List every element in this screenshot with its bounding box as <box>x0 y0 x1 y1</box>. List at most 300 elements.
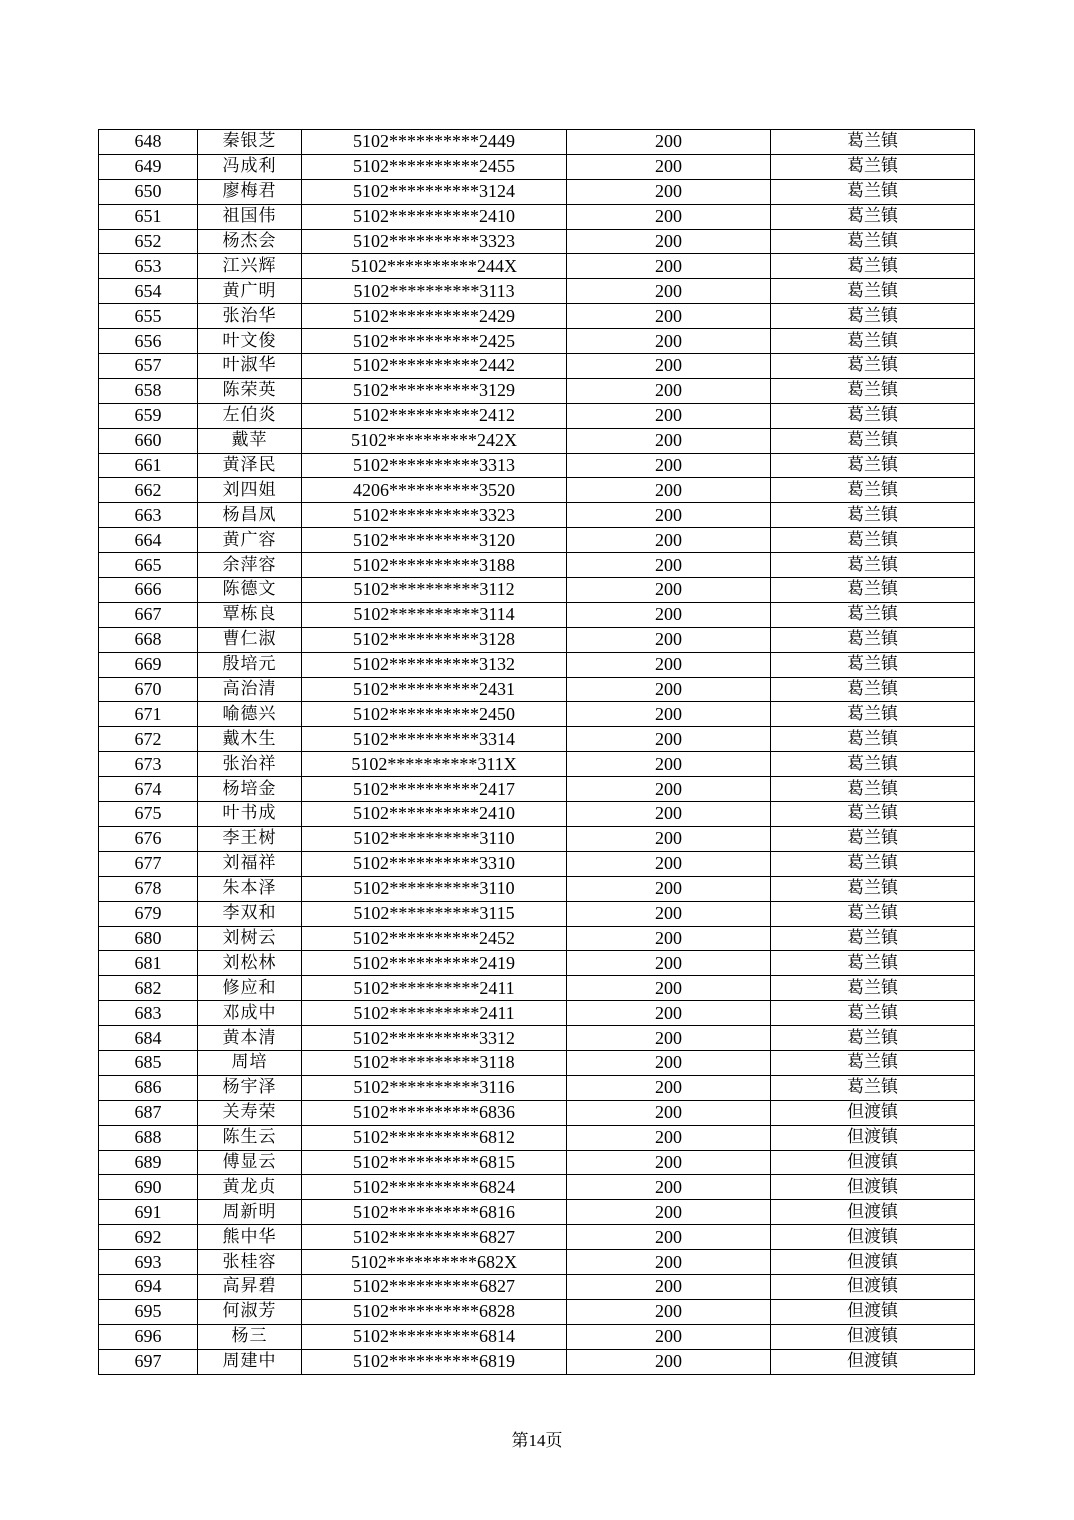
cell-name: 修应和 <box>198 976 302 1001</box>
table-row <box>99 528 975 553</box>
cell-name: 殷培元 <box>198 652 302 677</box>
cell-serial-number: 687 <box>99 1100 198 1125</box>
cell-name: 陈生云 <box>198 1125 302 1150</box>
cell-town: 但渡镇 <box>771 1100 975 1125</box>
cell-name: 叶书成 <box>198 802 302 827</box>
cell-amount: 200 <box>567 777 771 802</box>
cell-name: 杨宇泽 <box>198 1075 302 1100</box>
cell-town: 葛兰镇 <box>771 826 975 851</box>
table-row <box>99 378 975 403</box>
cell-amount: 200 <box>567 876 771 901</box>
cell-town: 但渡镇 <box>771 1324 975 1349</box>
cell-name: 周建中 <box>198 1349 302 1374</box>
table-row <box>99 453 975 478</box>
table-row <box>99 1200 975 1225</box>
cell-id-number: 4206**********3520 <box>302 478 567 503</box>
cell-id-number: 5102**********3110 <box>302 876 567 901</box>
cell-name: 高治清 <box>198 677 302 702</box>
cell-town: 葛兰镇 <box>771 652 975 677</box>
cell-name: 黄本清 <box>198 1026 302 1051</box>
cell-amount: 200 <box>567 901 771 926</box>
roster-table <box>98 129 975 1375</box>
cell-serial-number: 672 <box>99 727 198 752</box>
cell-amount: 200 <box>567 1001 771 1026</box>
table-row <box>99 403 975 428</box>
cell-id-number: 5102**********3310 <box>302 851 567 876</box>
cell-town: 葛兰镇 <box>771 553 975 578</box>
cell-town: 葛兰镇 <box>771 1026 975 1051</box>
cell-id-number: 5102**********3313 <box>302 453 567 478</box>
cell-amount: 200 <box>567 627 771 652</box>
cell-name: 朱本泽 <box>198 876 302 901</box>
cell-serial-number: 666 <box>99 578 198 603</box>
page-footer-prefix: 第 <box>511 1431 529 1450</box>
cell-id-number: 5102**********3112 <box>302 578 567 603</box>
cell-town: 但渡镇 <box>771 1225 975 1250</box>
cell-id-number: 5102**********2431 <box>302 677 567 702</box>
cell-town: 葛兰镇 <box>771 851 975 876</box>
cell-town: 但渡镇 <box>771 1274 975 1299</box>
cell-id-number: 5102**********6836 <box>302 1100 567 1125</box>
cell-amount: 200 <box>567 1324 771 1349</box>
cell-serial-number: 668 <box>99 627 198 652</box>
cell-amount: 200 <box>567 752 771 777</box>
cell-serial-number: 660 <box>99 428 198 453</box>
cell-id-number: 5102**********3132 <box>302 652 567 677</box>
cell-amount: 200 <box>567 1075 771 1100</box>
cell-serial-number: 680 <box>99 926 198 951</box>
cell-town: 葛兰镇 <box>771 329 975 354</box>
cell-town: 葛兰镇 <box>771 1050 975 1075</box>
cell-serial-number: 678 <box>99 876 198 901</box>
cell-serial-number: 676 <box>99 826 198 851</box>
page-footer <box>0 1430 1074 1452</box>
cell-town: 葛兰镇 <box>771 901 975 926</box>
cell-name: 周新明 <box>198 1200 302 1225</box>
cell-serial-number: 657 <box>99 354 198 379</box>
cell-id-number: 5102**********2410 <box>302 204 567 229</box>
table-row <box>99 1274 975 1299</box>
cell-amount: 200 <box>567 602 771 627</box>
cell-name: 关寿荣 <box>198 1100 302 1125</box>
cell-amount: 200 <box>567 254 771 279</box>
table-row <box>99 876 975 901</box>
cell-name: 熊中华 <box>198 1225 302 1250</box>
cell-serial-number: 667 <box>99 602 198 627</box>
table-row <box>99 1324 975 1349</box>
cell-amount: 200 <box>567 578 771 603</box>
cell-id-number: 5102**********3129 <box>302 378 567 403</box>
cell-name: 杨三 <box>198 1324 302 1349</box>
cell-serial-number: 649 <box>99 154 198 179</box>
cell-amount: 200 <box>567 1026 771 1051</box>
cell-amount: 200 <box>567 154 771 179</box>
table-row <box>99 1050 975 1075</box>
cell-town: 葛兰镇 <box>771 777 975 802</box>
table-row <box>99 1299 975 1324</box>
cell-town: 葛兰镇 <box>771 602 975 627</box>
cell-amount: 200 <box>567 951 771 976</box>
cell-amount: 200 <box>567 478 771 503</box>
cell-amount: 200 <box>567 130 771 155</box>
cell-serial-number: 682 <box>99 976 198 1001</box>
table-row <box>99 304 975 329</box>
cell-id-number: 5102**********3113 <box>302 279 567 304</box>
table-row <box>99 1225 975 1250</box>
cell-serial-number: 696 <box>99 1324 198 1349</box>
cell-town: 但渡镇 <box>771 1150 975 1175</box>
cell-id-number: 5102**********3114 <box>302 602 567 627</box>
table-row <box>99 677 975 702</box>
cell-town: 葛兰镇 <box>771 304 975 329</box>
cell-amount: 200 <box>567 1150 771 1175</box>
table-row <box>99 976 975 1001</box>
cell-town: 葛兰镇 <box>771 354 975 379</box>
cell-town: 葛兰镇 <box>771 453 975 478</box>
cell-serial-number: 669 <box>99 652 198 677</box>
cell-id-number: 5102**********3323 <box>302 503 567 528</box>
table-row <box>99 1075 975 1100</box>
cell-serial-number: 674 <box>99 777 198 802</box>
cell-name: 黄广容 <box>198 528 302 553</box>
cell-id-number: 5102**********2442 <box>302 354 567 379</box>
cell-town: 葛兰镇 <box>771 1075 975 1100</box>
cell-id-number: 5102**********244X <box>302 254 567 279</box>
cell-town: 葛兰镇 <box>771 876 975 901</box>
cell-id-number: 5102**********6815 <box>302 1150 567 1175</box>
table-row <box>99 354 975 379</box>
cell-amount: 200 <box>567 1299 771 1324</box>
cell-amount: 200 <box>567 727 771 752</box>
cell-name: 叶淑华 <box>198 354 302 379</box>
cell-name: 喻德兴 <box>198 702 302 727</box>
cell-town: 葛兰镇 <box>771 478 975 503</box>
cell-amount: 200 <box>567 1125 771 1150</box>
table-row <box>99 578 975 603</box>
cell-name: 周培 <box>198 1050 302 1075</box>
cell-name: 冯成利 <box>198 154 302 179</box>
cell-name: 刘四姐 <box>198 478 302 503</box>
table-row <box>99 229 975 254</box>
cell-serial-number: 685 <box>99 1050 198 1075</box>
cell-amount: 200 <box>567 851 771 876</box>
cell-id-number: 5102**********6814 <box>302 1324 567 1349</box>
cell-name: 黄泽民 <box>198 453 302 478</box>
cell-amount: 200 <box>567 354 771 379</box>
table-row <box>99 652 975 677</box>
cell-name: 张桂容 <box>198 1250 302 1275</box>
table-row <box>99 204 975 229</box>
cell-name: 刘松林 <box>198 951 302 976</box>
table-row <box>99 1175 975 1200</box>
cell-serial-number: 694 <box>99 1274 198 1299</box>
cell-town: 葛兰镇 <box>771 677 975 702</box>
cell-serial-number: 656 <box>99 329 198 354</box>
cell-amount: 200 <box>567 802 771 827</box>
table-row <box>99 428 975 453</box>
cell-id-number: 5102**********2411 <box>302 1001 567 1026</box>
table-row <box>99 154 975 179</box>
cell-name: 余萍容 <box>198 553 302 578</box>
table-row <box>99 503 975 528</box>
cell-name: 刘树云 <box>198 926 302 951</box>
cell-town: 葛兰镇 <box>771 1001 975 1026</box>
cell-serial-number: 655 <box>99 304 198 329</box>
cell-id-number: 5102**********3323 <box>302 229 567 254</box>
cell-name: 杨杰会 <box>198 229 302 254</box>
cell-serial-number: 686 <box>99 1075 198 1100</box>
cell-amount: 200 <box>567 229 771 254</box>
table-row <box>99 1250 975 1275</box>
table-row <box>99 179 975 204</box>
cell-amount: 200 <box>567 204 771 229</box>
cell-name: 黄龙贞 <box>198 1175 302 1200</box>
table-row <box>99 777 975 802</box>
cell-id-number: 5102**********2452 <box>302 926 567 951</box>
cell-amount: 200 <box>567 279 771 304</box>
cell-town: 葛兰镇 <box>771 627 975 652</box>
cell-town: 葛兰镇 <box>771 428 975 453</box>
cell-town: 但渡镇 <box>771 1125 975 1150</box>
table-row <box>99 254 975 279</box>
cell-id-number: 5102**********2410 <box>302 802 567 827</box>
table-row <box>99 851 975 876</box>
cell-id-number: 5102**********3110 <box>302 826 567 851</box>
cell-id-number: 5102**********242X <box>302 428 567 453</box>
cell-serial-number: 690 <box>99 1175 198 1200</box>
cell-amount: 200 <box>567 528 771 553</box>
cell-town: 葛兰镇 <box>771 503 975 528</box>
cell-id-number: 5102**********6827 <box>302 1225 567 1250</box>
cell-amount: 200 <box>567 1274 771 1299</box>
cell-name: 祖国伟 <box>198 204 302 229</box>
cell-name: 高昇碧 <box>198 1274 302 1299</box>
table-row <box>99 901 975 926</box>
cell-id-number: 5102**********311X <box>302 752 567 777</box>
cell-serial-number: 675 <box>99 802 198 827</box>
cell-town: 葛兰镇 <box>771 130 975 155</box>
cell-amount: 200 <box>567 1250 771 1275</box>
cell-name: 左伯炎 <box>198 403 302 428</box>
cell-name: 陈德文 <box>198 578 302 603</box>
table-row <box>99 1150 975 1175</box>
cell-id-number: 5102**********6812 <box>302 1125 567 1150</box>
cell-id-number: 5102**********6824 <box>302 1175 567 1200</box>
cell-amount: 200 <box>567 553 771 578</box>
cell-amount: 200 <box>567 1225 771 1250</box>
table-row <box>99 130 975 155</box>
cell-serial-number: 673 <box>99 752 198 777</box>
cell-amount: 200 <box>567 378 771 403</box>
cell-town: 葛兰镇 <box>771 951 975 976</box>
cell-name: 黄广明 <box>198 279 302 304</box>
cell-serial-number: 654 <box>99 279 198 304</box>
table-row <box>99 752 975 777</box>
table-row <box>99 1001 975 1026</box>
table-row <box>99 553 975 578</box>
table-row <box>99 727 975 752</box>
cell-id-number: 5102**********3115 <box>302 901 567 926</box>
cell-id-number: 5102**********6819 <box>302 1349 567 1374</box>
table-row <box>99 329 975 354</box>
cell-id-number: 5102**********3124 <box>302 179 567 204</box>
cell-town: 葛兰镇 <box>771 279 975 304</box>
cell-id-number: 5102**********6816 <box>302 1200 567 1225</box>
cell-town: 葛兰镇 <box>771 976 975 1001</box>
cell-serial-number: 670 <box>99 677 198 702</box>
cell-town: 但渡镇 <box>771 1299 975 1324</box>
cell-town: 但渡镇 <box>771 1200 975 1225</box>
cell-name: 邓成中 <box>198 1001 302 1026</box>
cell-amount: 200 <box>567 652 771 677</box>
cell-serial-number: 651 <box>99 204 198 229</box>
cell-amount: 200 <box>567 403 771 428</box>
cell-name: 何淑芳 <box>198 1299 302 1324</box>
cell-serial-number: 689 <box>99 1150 198 1175</box>
cell-name: 秦银芝 <box>198 130 302 155</box>
cell-town: 葛兰镇 <box>771 802 975 827</box>
cell-id-number: 5102**********3118 <box>302 1050 567 1075</box>
cell-serial-number: 663 <box>99 503 198 528</box>
cell-amount: 200 <box>567 304 771 329</box>
table-row <box>99 826 975 851</box>
cell-id-number: 5102**********6828 <box>302 1299 567 1324</box>
cell-name: 江兴辉 <box>198 254 302 279</box>
cell-town: 葛兰镇 <box>771 752 975 777</box>
cell-town: 葛兰镇 <box>771 229 975 254</box>
cell-id-number: 5102**********2417 <box>302 777 567 802</box>
cell-serial-number: 693 <box>99 1250 198 1275</box>
cell-id-number: 5102**********3314 <box>302 727 567 752</box>
cell-serial-number: 695 <box>99 1299 198 1324</box>
cell-town: 但渡镇 <box>771 1250 975 1275</box>
cell-name: 傅显云 <box>198 1150 302 1175</box>
cell-serial-number: 697 <box>99 1349 198 1374</box>
cell-town: 葛兰镇 <box>771 378 975 403</box>
cell-town: 葛兰镇 <box>771 528 975 553</box>
cell-amount: 200 <box>567 926 771 951</box>
cell-serial-number: 664 <box>99 528 198 553</box>
cell-town: 但渡镇 <box>771 1349 975 1374</box>
page-footer-suffix: 页 <box>545 1431 563 1450</box>
cell-id-number: 5102**********2419 <box>302 951 567 976</box>
cell-serial-number: 692 <box>99 1225 198 1250</box>
cell-serial-number: 648 <box>99 130 198 155</box>
cell-amount: 200 <box>567 1050 771 1075</box>
cell-id-number: 5102**********3120 <box>302 528 567 553</box>
cell-amount: 200 <box>567 702 771 727</box>
cell-id-number: 5102**********2425 <box>302 329 567 354</box>
cell-town: 葛兰镇 <box>771 403 975 428</box>
cell-serial-number: 650 <box>99 179 198 204</box>
cell-amount: 200 <box>567 677 771 702</box>
table-row <box>99 478 975 503</box>
table-row <box>99 627 975 652</box>
cell-serial-number: 671 <box>99 702 198 727</box>
cell-serial-number: 653 <box>99 254 198 279</box>
cell-name: 杨昌凤 <box>198 503 302 528</box>
cell-name: 廖梅君 <box>198 179 302 204</box>
cell-id-number: 5102**********2449 <box>302 130 567 155</box>
cell-amount: 200 <box>567 1100 771 1125</box>
cell-town: 葛兰镇 <box>771 179 975 204</box>
cell-serial-number: 662 <box>99 478 198 503</box>
cell-amount: 200 <box>567 453 771 478</box>
cell-town: 但渡镇 <box>771 1175 975 1200</box>
cell-serial-number: 684 <box>99 1026 198 1051</box>
cell-town: 葛兰镇 <box>771 702 975 727</box>
cell-amount: 200 <box>567 976 771 1001</box>
roster-table-body <box>99 130 975 1375</box>
cell-serial-number: 659 <box>99 403 198 428</box>
cell-id-number: 5102**********2450 <box>302 702 567 727</box>
cell-amount: 200 <box>567 1349 771 1374</box>
table-row <box>99 951 975 976</box>
cell-serial-number: 679 <box>99 901 198 926</box>
cell-id-number: 5102**********3128 <box>302 627 567 652</box>
cell-town: 葛兰镇 <box>771 254 975 279</box>
cell-serial-number: 688 <box>99 1125 198 1150</box>
cell-name: 李双和 <box>198 901 302 926</box>
cell-amount: 200 <box>567 503 771 528</box>
cell-serial-number: 665 <box>99 553 198 578</box>
cell-id-number: 5102**********3312 <box>302 1026 567 1051</box>
cell-id-number: 5102**********6827 <box>302 1274 567 1299</box>
table-row <box>99 1125 975 1150</box>
cell-id-number: 5102**********682X <box>302 1250 567 1275</box>
cell-name: 覃栋良 <box>198 602 302 627</box>
cell-serial-number: 677 <box>99 851 198 876</box>
table-row <box>99 279 975 304</box>
cell-town: 葛兰镇 <box>771 578 975 603</box>
cell-name: 刘福祥 <box>198 851 302 876</box>
cell-town: 葛兰镇 <box>771 204 975 229</box>
table-row <box>99 702 975 727</box>
table-row <box>99 602 975 627</box>
cell-amount: 200 <box>567 1200 771 1225</box>
cell-serial-number: 691 <box>99 1200 198 1225</box>
cell-amount: 200 <box>567 329 771 354</box>
cell-amount: 200 <box>567 428 771 453</box>
cell-name: 陈荣英 <box>198 378 302 403</box>
cell-name: 李王树 <box>198 826 302 851</box>
cell-serial-number: 652 <box>99 229 198 254</box>
cell-amount: 200 <box>567 1175 771 1200</box>
cell-serial-number: 658 <box>99 378 198 403</box>
cell-amount: 200 <box>567 826 771 851</box>
cell-id-number: 5102**********3116 <box>302 1075 567 1100</box>
cell-id-number: 5102**********2429 <box>302 304 567 329</box>
cell-town: 葛兰镇 <box>771 926 975 951</box>
cell-id-number: 5102**********2412 <box>302 403 567 428</box>
table-row <box>99 1026 975 1051</box>
cell-amount: 200 <box>567 179 771 204</box>
table-row <box>99 1100 975 1125</box>
cell-name: 张治祥 <box>198 752 302 777</box>
cell-serial-number: 681 <box>99 951 198 976</box>
cell-id-number: 5102**********2411 <box>302 976 567 1001</box>
cell-serial-number: 683 <box>99 1001 198 1026</box>
table-row <box>99 926 975 951</box>
cell-town: 葛兰镇 <box>771 154 975 179</box>
cell-name: 戴苹 <box>198 428 302 453</box>
table-row <box>99 1349 975 1374</box>
table-row <box>99 802 975 827</box>
cell-name: 张治华 <box>198 304 302 329</box>
cell-serial-number: 661 <box>99 453 198 478</box>
cell-id-number: 5102**********2455 <box>302 154 567 179</box>
cell-name: 曹仁淑 <box>198 627 302 652</box>
